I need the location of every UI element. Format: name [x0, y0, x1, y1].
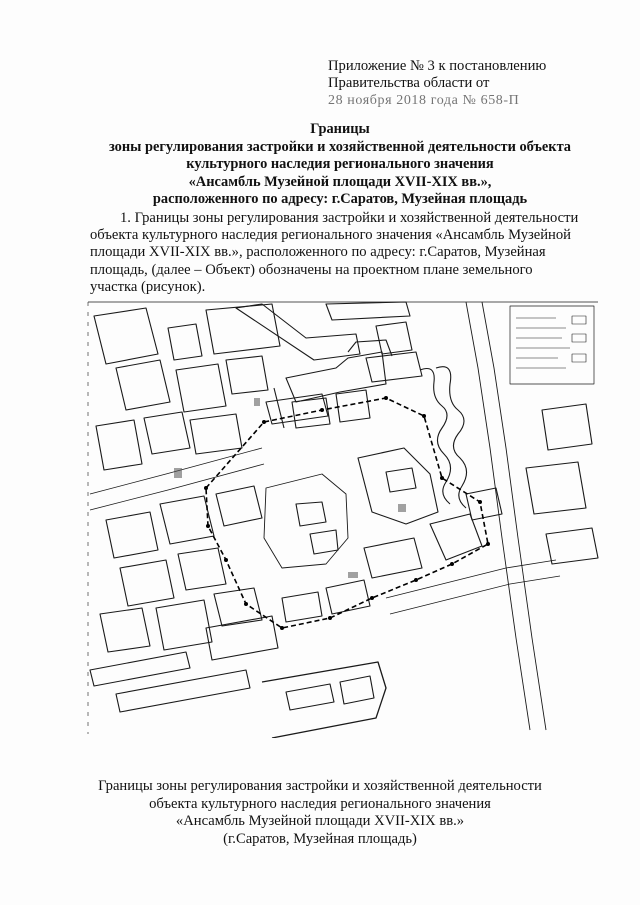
title-line-3: культурного наследия регионального значения [186, 156, 494, 172]
site-plan-drawing [86, 298, 600, 738]
caption-line-4: (г.Саратов, Музейная площадь) [223, 830, 417, 847]
title-line-1: Границы [310, 121, 370, 137]
title-line-4: «Ансамбль Музейной площади XVII-XIX вв.», [188, 173, 492, 190]
caption-line-2: объекта культурного наследия регионального значения [149, 795, 491, 812]
paragraph-line-5: участка (рисунок). [90, 278, 206, 295]
body-paragraph [90, 210, 588, 296]
appendix-line-1: Приложение № 3 к постановлению [328, 58, 547, 74]
appendix-header [328, 58, 628, 109]
site-plan-figure [86, 298, 600, 738]
title-line-5: расположенного по адресу: г.Саратов, Музейная площадь [152, 191, 528, 207]
paragraph-line-3: площади XVII-XIX вв.», расположенного по адресу: г.Саратов, Музейная [90, 244, 546, 261]
paragraph-line-4: площадь, (далее – Объект) обозначены на проектном плане земельного [90, 261, 533, 278]
title-line-2: зоны регулирования застройки и хозяйственной деятельности объекта [108, 138, 572, 155]
document-title [60, 121, 620, 209]
paragraph-line-2: объекта культурного наследия регионального значения «Ансамбль Музейной [90, 227, 571, 244]
appendix-line-2: Правительства области от [328, 75, 490, 91]
caption-line-3: «Ансамбль Музейной площади XVII-XIX вв.» [175, 813, 465, 830]
appendix-date-line: 28 ноября 2018 года № 658-П [328, 93, 520, 108]
caption-line-1: Границы зоны регулирования застройки и хозяйственной деятельности [98, 778, 542, 794]
paragraph-line-1: 1. Границы зоны регулирования застройки и хозяйственной деятельности [120, 210, 579, 226]
figure-caption [60, 778, 580, 848]
